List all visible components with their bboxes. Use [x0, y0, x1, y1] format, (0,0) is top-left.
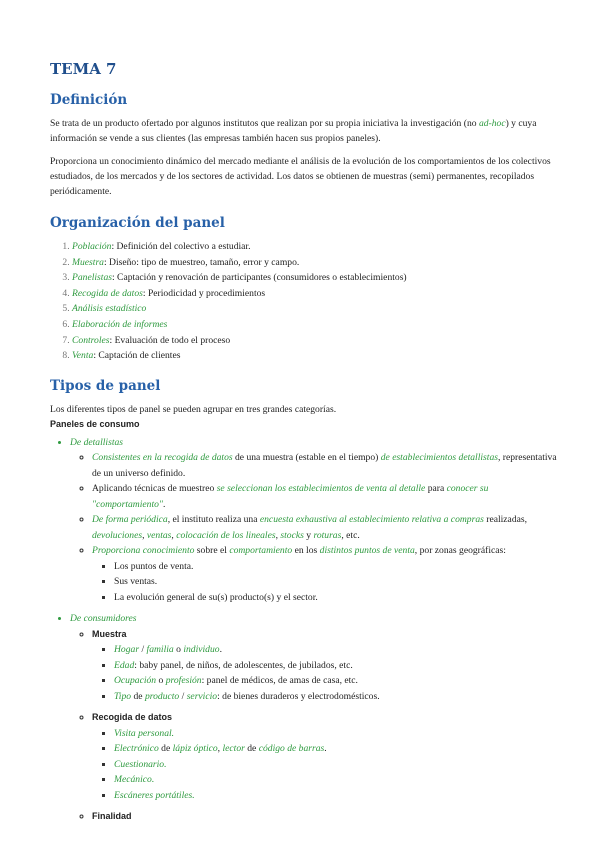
highlight-term: ad-hoc [478, 118, 506, 129]
highlight-term: roturas [313, 529, 342, 541]
text: : Periodicidad y procedimientos [142, 287, 266, 299]
highlight-term: devoluciones [92, 529, 143, 541]
list-item [114, 741, 560, 757]
highlight-term: Población [72, 241, 112, 252]
highlight-term: Venta [72, 350, 94, 362]
section-heading-organizacion: Organización del panel [50, 215, 225, 231]
organizacion-list [50, 239, 560, 364]
text: : Captación de clientes [93, 350, 181, 362]
highlight-term: servicio [186, 690, 218, 702]
highlight-term: stocks [280, 529, 304, 541]
highlight-term: se seleccionan los establecimientos de venta al detalle [216, 483, 426, 495]
highlight-term: código de barras [258, 743, 325, 755]
recogida-sublist [92, 726, 560, 804]
highlight-term: lector [222, 743, 245, 755]
highlight-term: Edad [114, 659, 135, 671]
text: de [244, 743, 259, 755]
subheading-paneles-consumo: Paneles de consumo [50, 418, 140, 429]
list-item: ▪ La evolución general de su(s) producto(s) y el sector. [114, 590, 560, 606]
list-item-finalidad [92, 809, 560, 825]
list-item-recogida [92, 710, 560, 803]
text: / [179, 690, 187, 702]
detallistas-sublist [70, 450, 560, 605]
highlight-term: De consumidores [70, 613, 137, 625]
highlight-term: Hogar [114, 644, 140, 656]
paneles-list [50, 435, 560, 825]
list-item-consumidores [70, 611, 560, 825]
highlight-term: familia [146, 644, 174, 656]
text: . [162, 498, 166, 510]
list-item [114, 772, 560, 788]
section-heading-tipos: Tipos de panel [50, 377, 161, 394]
highlight-term: comportamiento [229, 545, 293, 557]
highlight-term: lápiz óptico [172, 743, 218, 755]
text: o [173, 644, 184, 656]
highlight-term: Cuestionario. [114, 758, 167, 770]
list-item [72, 270, 560, 286]
text: Se trata de un producto ofertado por algunos institutos que realizan por su propia iniciativa la investigación (no [50, 118, 479, 129]
highlight-term: Elaboración de informes [72, 318, 168, 330]
text: de [131, 690, 145, 702]
highlight-term: Escáneres portátiles. [114, 789, 195, 801]
subheading-finalidad: Finalidad [92, 811, 132, 822]
highlight-term: distintos puntos de venta [319, 545, 415, 557]
text: : baby panel, de niños, de adolescentes, de jubilados, etc. [134, 659, 353, 671]
text: de una muestra (estable en el tiempo) [232, 452, 381, 464]
tipos-intro: Los diferentes tipos de panel se pueden agrupar en tres grandes categorías. [50, 403, 337, 415]
text: : panel de médicos, de amas de casa, etc. [201, 675, 358, 687]
list-item [72, 239, 560, 255]
highlight-term: De detallistas [70, 436, 124, 448]
highlight-term: producto [144, 690, 180, 702]
list-item [114, 673, 560, 689]
text: : de bienes duraderos y electrodomésticos. [217, 690, 380, 702]
consumidores-sublist [70, 627, 560, 825]
section-heading-definicion: Definición [50, 92, 128, 108]
document-title: TEMA 7 [50, 60, 117, 78]
list-item [92, 543, 560, 605]
list-item [72, 286, 560, 302]
document-content [50, 58, 560, 825]
highlight-term: Panelistas [72, 272, 112, 284]
text: , [275, 529, 281, 541]
text: , [171, 529, 177, 541]
text: y [303, 529, 314, 541]
text: ) y cuya información se vende a sus clientes (las empresas también hacen sus propios paneles). [50, 118, 537, 144]
text: , [217, 743, 223, 755]
highlight-term: Visita personal. [114, 727, 175, 739]
highlight-term: Análisis estadístico [72, 303, 147, 315]
text: : Diseño: tipo de muestreo, tamaño, error y campo. [103, 256, 300, 268]
highlight-term: Muestra [72, 256, 104, 268]
highlight-term: Tipo [114, 690, 132, 702]
list-item [72, 301, 560, 317]
definicion-paragraph-1 [50, 116, 560, 146]
text: , [142, 529, 147, 541]
text: de [158, 743, 173, 755]
text: o [156, 675, 166, 687]
highlight-term: de establecimientos detallistas [380, 452, 498, 464]
subheading-muestra: Muestra [92, 628, 127, 639]
text: , el instituto realiza una [167, 514, 260, 526]
list-item-detallistas [70, 435, 560, 606]
text: en los [292, 545, 320, 557]
list-item [72, 348, 560, 364]
highlight-term: Recogida de datos [72, 287, 143, 299]
text: : Captación y renovación de participantes (consumidores o establecimientos) [111, 272, 407, 284]
text: : Definición del colectivo a estudiar. [111, 241, 251, 252]
text: para [425, 483, 447, 495]
list-item [114, 726, 560, 742]
puntos-venta-sublist [92, 559, 560, 606]
list-item [92, 450, 560, 481]
text: : Evaluación de todo el proceso [109, 334, 231, 346]
subheading-recogida: Recogida de datos [92, 712, 173, 723]
list-item: ▪ Sus ventas. [114, 574, 560, 590]
highlight-term: individuo [183, 644, 220, 656]
highlight-term: colocación de los lineales [176, 529, 276, 541]
text: , etc. [341, 529, 360, 541]
text: , por zonas geográficas: [414, 545, 506, 557]
text: realizadas, [483, 514, 528, 526]
text: / [139, 644, 147, 656]
text: , representativa de un universo definido. [92, 452, 557, 479]
highlight-term: Ocupación [114, 675, 157, 687]
list-item [92, 481, 560, 512]
list-item [114, 658, 560, 674]
highlight-term: Mecánico. [114, 774, 155, 786]
list-item [114, 788, 560, 804]
highlight-term: Controles [72, 334, 110, 346]
text: sobre el [194, 545, 230, 557]
highlight-term: Consistentes en la recogida de datos [92, 452, 233, 464]
definicion-paragraph-2: Proporciona un conocimiento dinámico del mercado mediante el análisis de la evolución de los comportamientos de los colectivos estudiados, de los mercados y de los sectores de actividad. Los datos se obtienen de muestras (semi) permanentes, recopilados periódicamente. [50, 156, 551, 197]
list-item [92, 512, 560, 543]
list-item [72, 255, 560, 271]
list-item [72, 317, 560, 333]
list-item [72, 333, 560, 349]
list-item-muestra [92, 627, 560, 705]
text: . [219, 644, 222, 656]
highlight-term: Proporciona conocimiento [92, 545, 195, 557]
text: . [324, 743, 327, 755]
list-item: ▪ Los puntos de venta. [114, 559, 560, 575]
list-item [114, 689, 560, 705]
highlight-term: profesión [165, 675, 202, 687]
highlight-term: ventas [146, 529, 172, 541]
list-item [114, 757, 560, 773]
highlight-term: conocer su "comportamiento" [92, 483, 489, 510]
highlight-term: encuesta exhaustiva al establecimiento relativa a compras [259, 514, 484, 526]
muestra-sublist [92, 642, 560, 704]
highlight-term: Electrónico [114, 743, 159, 755]
highlight-term: De forma periódica [92, 514, 168, 526]
list-item [114, 642, 560, 658]
text: Aplicando técnicas de muestreo [92, 483, 217, 495]
